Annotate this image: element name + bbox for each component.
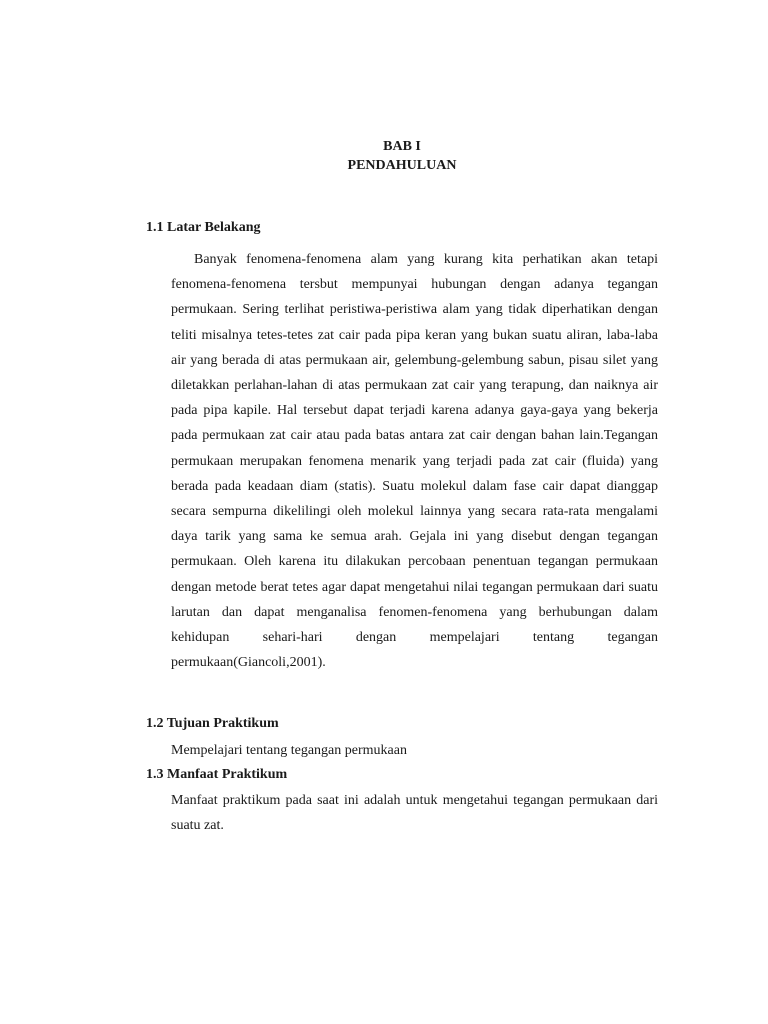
section-paragraph-latar-belakang: Banyak fenomena-fenomena alam yang kurang kita perhatikan akan tetapi fenomena-fenomena tersbut mempunyai hubungan dengan adanya tegangan permukaan. Sering terlihat peristiwa-peristiwa alam yang tidak diperhatikan dengan teliti misalnya tetes-tetes zat cair pada pipa keran yang bukan suatu aliran, laba-laba air yang berada di atas permukaan air, gelembung-gelembung sabun, pisau silet yang diletakkan perlahan-lahan di atas permukaan zat cair yang terapung, dan naiknya air pada pipa kapile. Hal tersebut dapat terjadi karena adanya gaya-gaya yang bekerja pada permukaan zat cair atau pada batas antara zat cair dengan bahan lain.Tegangan permukaan merupakan fenomena menarik yang terjadi pada zat cair (fluida) yang berada pada keadaan diam (statis). Suatu molekul dalam fase cair dapat dianggap secara sempurna dikelilingi oleh molekul lainnya yang secara rata-rata mengalami daya tarik yang sama ke semua arah. Gejala ini yang disebut dengan tegangan permukaan. Oleh karena itu dilakukan percobaan penentuan tegangan permukaan dengan metode berat tetes agar dapat mengetahui nilai tegangan permukaan dari suatu larutan dan dapat menganalisa fenomen-fenomena yang berhubungan dalam kehidupan sehari-hari dengan mempelajari tentang tegangan permukaan(Giancoli,2001).	[171, 252, 658, 671]
section-heading-latar-belakang: 1.1 Latar Belakang	[146, 220, 261, 235]
section-paragraph-tujuan-praktikum: Mempelajari tentang tegangan permukaan	[171, 743, 407, 758]
section-heading-manfaat-praktikum: 1.3 Manfaat Praktikum	[146, 767, 288, 782]
chapter-number: BAB I	[383, 139, 421, 154]
section-heading-tujuan-praktikum: 1.2 Tujuan Praktikum	[146, 716, 279, 731]
chapter-title: PENDAHULUAN	[347, 158, 457, 173]
section-paragraph-manfaat-praktikum: Manfaat praktikum pada saat ini adalah untuk mengetahui tegangan permukaan dari suatu zat.	[171, 793, 658, 834]
